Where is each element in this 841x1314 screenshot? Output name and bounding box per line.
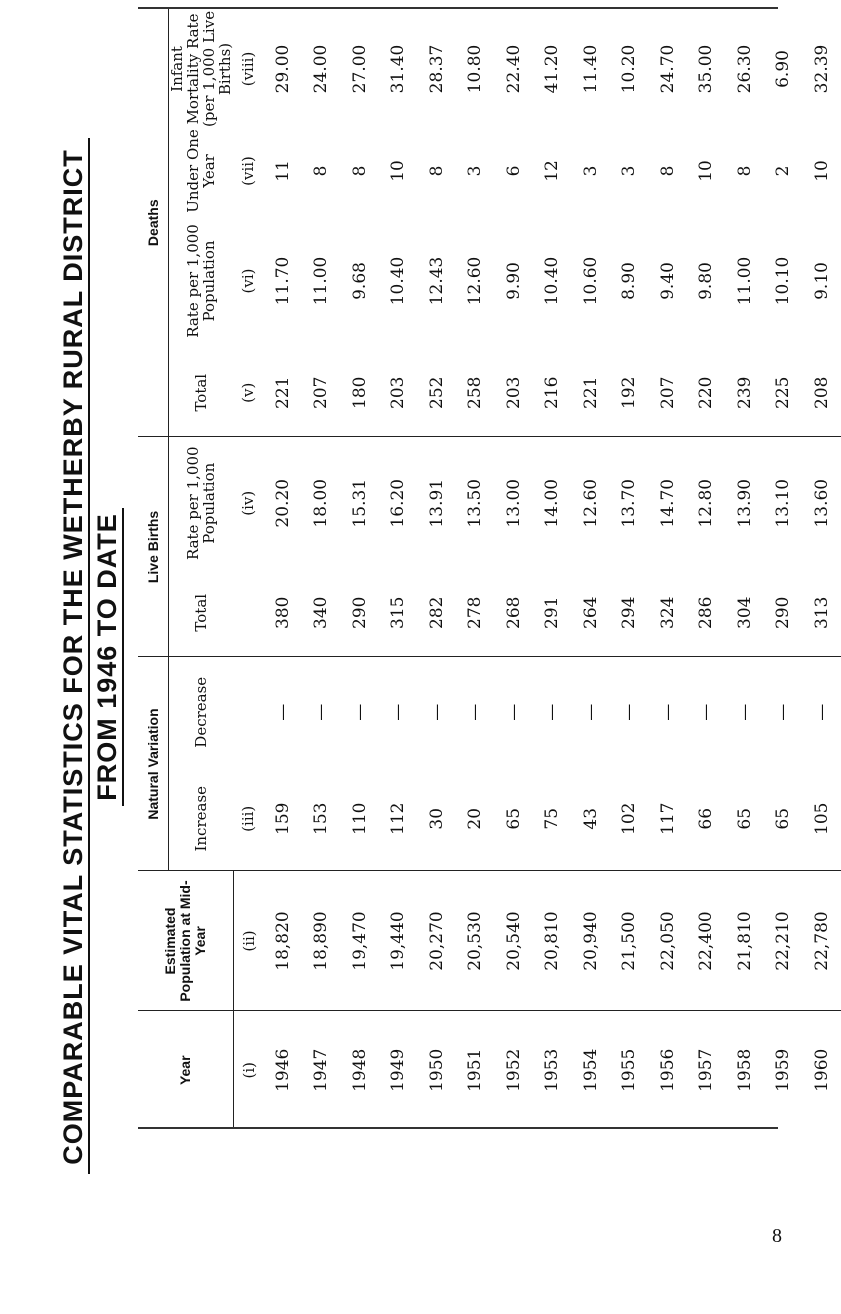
cell-year: 1956 [657,1048,678,1092]
cell-under-one: 8 [349,165,370,177]
cell-d-total: 252 [418,349,457,437]
cell-d-rate: 11.00 [311,256,332,306]
col-number-blank [233,657,264,767]
cell-imr: 24.00 [311,44,332,94]
cell-lb-rate: 13.10 [773,478,794,528]
cell-year: 1954 [580,1048,601,1092]
cell-lb-rate: 14.70 [657,478,678,528]
vital-statistics-table [138,9,841,1129]
subheader-infant-mortality-rate: Infant Mortality Rate (per 1,000 Live Births) [168,10,234,128]
cell-decrease: — [696,703,717,721]
cell-increase: 105 [803,767,841,871]
cell-lb-rate: 13.00 [503,478,524,528]
cell-d-rate: 11.00 [734,256,755,306]
cell-lb-rate: 13.91 [426,478,447,528]
cell-d-total: 221 [264,349,303,437]
cell-increase: 110 [341,767,380,871]
cell-d-total: 216 [533,349,572,437]
cell-lb-total: 294 [610,569,649,657]
cell-increase: 65 [495,767,534,871]
cell-decrease: — [811,703,832,721]
col-number: (ii) [233,871,264,1011]
cell-year: 1950 [426,1048,447,1092]
cell-lb-total: 286 [687,569,726,657]
cell-increase: 30 [418,767,457,871]
cell-population: 20,540 [495,871,534,1011]
cell-d-rate: 8.90 [619,262,640,300]
cell-imr: 24.70 [657,44,678,94]
table-row [456,9,495,1129]
cell-population: 22,210 [764,871,803,1011]
table-row [764,9,803,1129]
cell-d-total: 225 [764,349,803,437]
cell-under-one: 2 [773,165,794,177]
table-row [418,9,457,1129]
cell-d-rate: 9.40 [657,262,678,300]
cell-d-total: 207 [649,349,688,437]
cell-imr: 31.40 [388,44,409,94]
cell-increase: 66 [687,767,726,871]
cell-under-one: 3 [619,165,640,177]
cell-decrease: — [272,703,293,721]
header-population: Estimated Population at Mid-Year [138,871,233,1011]
cell-under-one: 10 [696,160,717,182]
cell-lb-rate: 20.20 [272,478,293,528]
cell-year: 1947 [311,1048,332,1092]
cell-under-one: 12 [542,160,563,182]
cell-under-one: 10 [811,160,832,182]
header-deaths: Deaths [138,9,169,437]
cell-population: 20,270 [418,871,457,1011]
cell-increase: 102 [610,767,649,871]
cell-imr: 32.39 [811,44,832,94]
subheader-under-one-year: Under One Year [184,129,218,213]
cell-increase: 20 [456,767,495,871]
cell-d-rate: 12.60 [465,256,486,306]
cell-lb-total: 282 [418,569,457,657]
cell-under-one: 10 [388,160,409,182]
cell-lb-rate: 13.50 [465,478,486,528]
table-frame-line [138,1127,778,1129]
cell-under-one: 3 [465,165,486,177]
cell-increase: 43 [572,767,611,871]
cell-population: 22,400 [687,871,726,1011]
cell-imr: 26.30 [734,44,755,94]
table-row [572,9,611,1129]
cell-increase: 153 [302,767,341,871]
cell-lb-total: 313 [803,569,841,657]
cell-d-total: 207 [302,349,341,437]
cell-decrease: — [542,703,563,721]
cell-lb-rate: 18.00 [311,478,332,528]
cell-lb-total: 264 [572,569,611,657]
subheader-deaths-total: Total [169,349,234,437]
col-number: (v) [233,349,264,437]
cell-lb-total: 380 [264,569,303,657]
cell-under-one: 8 [426,165,447,177]
table-row [687,9,726,1129]
cell-d-rate: 9.90 [503,262,524,300]
cell-year: 1957 [696,1048,717,1092]
cell-increase: 112 [379,767,418,871]
cell-lb-total: 304 [726,569,765,657]
cell-year: 1959 [773,1048,794,1092]
cell-lb-rate: 13.60 [811,478,832,528]
cell-d-rate: 9.68 [349,262,370,300]
cell-imr: 35.00 [696,44,717,94]
title-underline [88,138,90,1174]
cell-population: 19,470 [341,871,380,1011]
cell-year: 1958 [734,1048,755,1092]
cell-population: 20,530 [456,871,495,1011]
cell-d-rate: 10.60 [580,256,601,306]
cell-imr: 10.80 [465,44,486,94]
table-row [803,9,841,1129]
subtitle-underline [122,508,124,806]
header-natural-variation: Natural Variation [138,657,169,871]
cell-lb-rate: 14.00 [542,478,563,528]
cell-lb-total: 268 [495,569,534,657]
cell-increase: 65 [726,767,765,871]
cell-under-one: 8 [657,165,678,177]
cell-d-rate: 11.70 [272,256,293,306]
cell-d-total: 258 [456,349,495,437]
cell-decrease: — [388,703,409,721]
cell-lb-total: 315 [379,569,418,657]
cell-d-total: 180 [341,349,380,437]
cell-under-one: 8 [311,165,332,177]
cell-d-rate: 10.40 [388,256,409,306]
header-year: Year [138,1011,233,1129]
cell-under-one: 11 [272,160,293,182]
cell-lb-rate: 16.20 [388,478,409,528]
cell-imr: 10.20 [619,44,640,94]
cell-population: 22,050 [649,871,688,1011]
subheader-increase: Increase [169,767,234,871]
table-row [302,9,341,1129]
cell-population: 18,820 [264,871,303,1011]
page-subtitle: FROM 1946 TO DATE [92,513,122,801]
cell-lb-rate: 13.70 [619,478,640,528]
table-row [610,9,649,1129]
cell-d-rate: 9.80 [696,262,717,300]
cell-decrease: — [465,703,486,721]
cell-d-total: 208 [803,349,841,437]
table-row [726,9,765,1129]
cell-lb-total: 278 [456,569,495,657]
cell-population: 21,500 [610,871,649,1011]
col-number: (iv) [239,490,258,516]
cell-year: 1953 [542,1048,563,1092]
cell-decrease: — [773,703,794,721]
page-number: 8 [772,1225,782,1247]
cell-year: 1951 [465,1048,486,1092]
col-number: (i) [239,1062,258,1079]
subheader-deaths-rate: Rate per 1,000 Population [184,224,218,338]
cell-d-total: 220 [687,349,726,437]
cell-decrease: — [580,703,601,721]
cell-lb-total: 291 [533,569,572,657]
col-number: (viii) [239,51,258,87]
cell-d-total: 203 [379,349,418,437]
cell-d-rate: 10.10 [773,256,794,306]
table-row [379,9,418,1129]
cell-increase: 65 [764,767,803,871]
cell-imr: 6.90 [773,50,794,88]
cell-d-rate: 12.43 [426,256,447,306]
table-row [495,9,534,1129]
cell-imr: 27.00 [349,44,370,94]
cell-d-total: 203 [495,349,534,437]
cell-under-one: 3 [580,165,601,177]
cell-year: 1952 [503,1048,524,1092]
col-number: (iii) [233,767,264,871]
cell-population: 22,780 [803,871,841,1011]
cell-increase: 75 [533,767,572,871]
cell-imr: 11.40 [580,44,601,94]
cell-population: 20,810 [533,871,572,1011]
cell-decrease: — [426,703,447,721]
cell-population: 20,940 [572,871,611,1011]
cell-imr: 28.37 [426,44,447,94]
table-row [341,9,380,1129]
cell-lb-total: 290 [764,569,803,657]
subheader-decrease: Decrease [192,676,210,748]
subheader-live-births-total: Total [169,569,234,657]
cell-lb-rate: 12.60 [580,478,601,528]
cell-d-rate: 9.10 [811,262,832,300]
page-title: COMPARABLE VITAL STATISTICS FOR THE WETHERBY RURAL DISTRICT [58,149,88,1165]
table-row [533,9,572,1129]
cell-population: 21,810 [726,871,765,1011]
cell-d-rate: 10.40 [542,256,563,306]
table-row [649,9,688,1129]
cell-year: 1949 [388,1048,409,1092]
cell-decrease: — [734,703,755,721]
cell-lb-total: 324 [649,569,688,657]
cell-increase: 159 [264,767,303,871]
table-row [264,9,303,1129]
table-frame-line [138,7,778,9]
cell-d-total: 221 [572,349,611,437]
cell-lb-rate: 12.80 [696,478,717,528]
cell-decrease: — [619,703,640,721]
col-number-blank [233,569,264,657]
cell-d-total: 192 [610,349,649,437]
col-number: (vii) [239,156,258,186]
cell-year: 1960 [811,1048,832,1092]
cell-decrease: — [349,703,370,721]
cell-under-one: 8 [734,165,755,177]
cell-year: 1948 [349,1048,370,1092]
cell-population: 18,890 [302,871,341,1011]
cell-imr: 29.00 [272,44,293,94]
cell-lb-rate: 13.90 [734,478,755,528]
cell-increase: 117 [649,767,688,871]
cell-imr: 22.40 [503,44,524,94]
cell-lb-total: 340 [302,569,341,657]
cell-d-total: 239 [726,349,765,437]
cell-imr: 41.20 [542,44,563,94]
cell-under-one: 6 [503,165,524,177]
cell-year: 1946 [272,1048,293,1092]
cell-lb-total: 290 [341,569,380,657]
cell-decrease: — [311,703,332,721]
cell-population: 19,440 [379,871,418,1011]
cell-decrease: — [503,703,524,721]
header-live-births: Live Births [138,437,169,657]
col-number: (vi) [239,268,258,294]
subheader-live-births-rate: Rate per 1,000 Population [184,446,218,561]
table-body [264,9,841,1129]
cell-lb-rate: 15.31 [349,478,370,528]
cell-year: 1955 [619,1048,640,1092]
cell-decrease: — [657,703,678,721]
